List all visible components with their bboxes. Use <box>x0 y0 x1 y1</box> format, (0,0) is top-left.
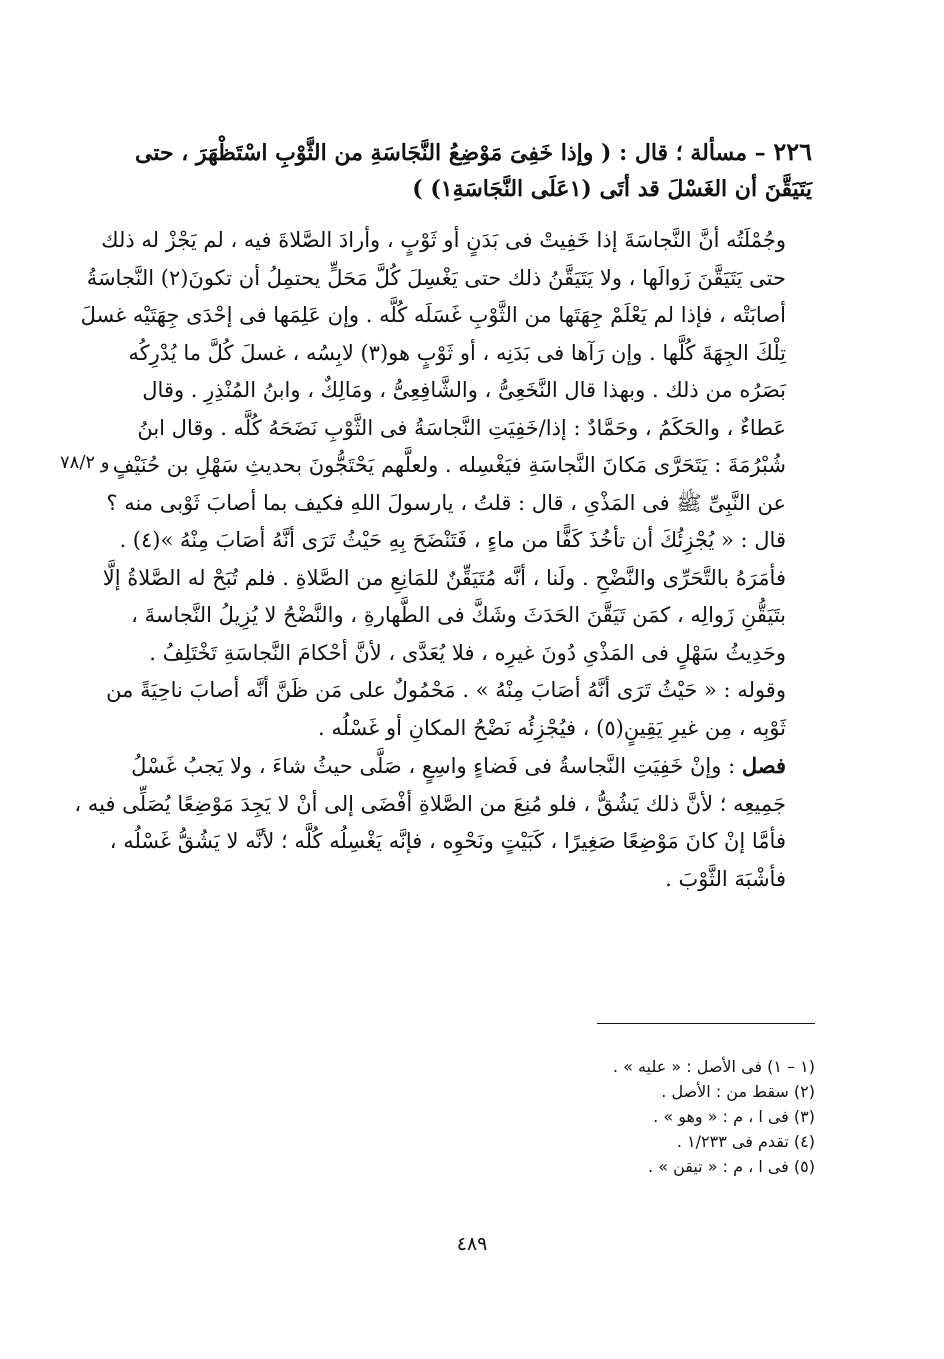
body-line: وقوله : « حَيْثُ تَرَى أنَّهُ أصَابَ مِنْهُ » . مَحْمُولٌ على مَن ظَنَّ أنَّه أصابَ ناحِيَةً من <box>106 678 786 702</box>
footnote-separator <box>597 1023 815 1024</box>
issue-heading <box>132 134 812 207</box>
footnotes <box>400 1054 815 1179</box>
footnote: (٤) تقدم فى ١/٢٣٣ . <box>676 1132 815 1151</box>
heading-line-2: يَتَيَقَّنَ أن الغَسْلَ قد أتَى (١عَلَى النَّجَاسَةِ١) ) <box>412 176 812 202</box>
fasl-line: فأشْبَهَ الثَّوْبَ . <box>665 866 786 891</box>
body-line: شُبْرُمَةَ : يَتَحَرَّى مَكانَ النَّجاسَةِ فيَغْسِله . ولعلَّهم يَحْتَجُّونَ بحديثِ سَهْلِ بن حُنَيْفٍ <box>112 453 786 477</box>
body-line: أصابَتْه ، فإذا لم يَعْلَمْ جِهَتَها من الثَّوْبِ غَسَلَه كُلَّه . وإن عَلِمَها فى إحْدَى جِهَتَيْه غسلَ <box>80 303 786 327</box>
fasl-line: جَمِيعِه ؛ لأنَّ ذلك يَشُقُّ ، فلو مُنِعَ من الصَّلاةِ أفْضَى إلى أنْ لا يَجِدَ مَوْضِعًا يُصَلِّى فيه ، <box>74 791 786 816</box>
body-line: حتى يَتَيَقَّنَ زَوالَها ، ولا يَتَيَقَّنُ ذلك حتى يَغْسِلَ كُلَّ مَحَلٍّ يحتمِلُ أن تكونَ(٢) النَّجاسَةُ <box>86 265 786 290</box>
footnote: (٣) فى ا ، م : « وهو » . <box>653 1107 815 1126</box>
page-number: ٤٨٩ <box>456 1233 488 1255</box>
heading-line-1 <box>132 134 812 171</box>
body-line: بتَيَقُّنِ زَوالِه ، كمَن تَيَقَّنَ الحَدَثَ وشَكَّ فى الطَّهارةِ ، والنَّضْحُ لا يُزِيلُ النَّجاسةَ ، <box>131 603 786 627</box>
body-line: بَصَرُه من ذلك . وبهذا قال النَّخَعِىُّ ، والشَّافِعِىُّ ، ومَالِكٌ ، وابنُ المُنْذِرِ . وقال <box>142 378 786 402</box>
heading-line-1-text: – مسألة ؛ قال : ( وإذا خَفِىَ مَوْضِعُ النَّجَاسَةِ من الثَّوْبِ اسْتَظْهَرَ ، حتى <box>135 140 766 166</box>
footnote: (٢) سقط من : الأصل . <box>661 1082 815 1101</box>
body-line: فأمَرَهُ بالتَّحَرِّى والنَّضْحِ . ولَنا ، أنَّه مُتَيَقِّنٌ للمَانِعِ من الصَّلاةِ . فلم تُبَحْ له الصَّلاةُ إلَّا <box>102 565 786 590</box>
body-line: عن النَّبِىِّ ﷺ فى المَذْىِ ، قال : قلتُ ، يارسولَ اللهِ فكيف بما أصابَ ثَوْبى منه ؟ <box>106 490 786 515</box>
body-line: عَطاءٌ ، والحَكَمُ ، وحَمَّادٌ : إذا/خَفِيَتِ النَّجاسَةُ فى الثَّوْبِ نَضَحَهُ كُلَّه . وقال ابنُ <box>137 415 786 440</box>
issue-number: ٢٢٦ <box>773 137 812 166</box>
manuscript-folio-marker: و ٧٨/٢ <box>60 452 110 473</box>
body-line: وحَدِيثُ سَهْلٍ فى المَذْىِ دُونَ غيرِه ، فلا يُعَدَّى ، لأنَّ أحْكامَ النَّجاسَةِ تَخْتَلِفُ . <box>149 640 786 665</box>
paragraph-fasl <box>74 747 812 898</box>
footnote: (٥) فى ا ، م : « تيقن » . <box>648 1157 815 1176</box>
fasl-line: فأمَّا إنْ كانَ مَوْضِعًا صَغِيرًا ، كَبَيْتٍ ونَحْوِه ، فإنَّه يَغْسِلُه كُلَّه ؛ لأنَّه لا يَشُقُّ غَسْلُه ، <box>109 829 786 853</box>
footnote: (١ – ١) فى الأصل : « عليه » . <box>612 1057 815 1076</box>
fasl-label: فصل <box>741 753 786 778</box>
fasl-line-1-text: : وإنْ خَفِيَتِ النَّجاسةُ فى فَضاءٍ واسِعٍ ، صَلَّى حيثُ شاءَ ، ولا يَجبُ غَسْلُ <box>131 754 736 778</box>
fasl-line-1 <box>132 747 812 786</box>
body-line: ثَوْبِه ، مِن غيرِ يَقِينٍ(٥) ، فيُجْزِئُه نَضْحُ المكانِ أو غَسْلُه . <box>318 715 786 740</box>
body-line: وجُمْلَتُه أنَّ النَّجاسَةَ إذا خَفِيتْ فى بَدَنٍ أو ثَوْبٍ ، وأرادَ الصَّلاةَ فيه ، لم يَجْزْ له ذلك <box>101 228 786 252</box>
body-line: قال : « يُجْزِئُكَ أن تأخُذَ كَفًّا من ماءٍ ، فَتَنْضَحَ بِهِ حَيْثُ تَرَى أنَّهُ أصَابَ مِنْهُ »(٤) . <box>119 528 786 552</box>
body-line: تِلْكَ الجِهَةَ كُلَّها . وإن رَآها فى بَدَنِه ، أو ثَوْبٍ هو(٣) لابِسُه ، غسلَ كُلَّ ما يُدْرِكُه <box>128 340 786 365</box>
